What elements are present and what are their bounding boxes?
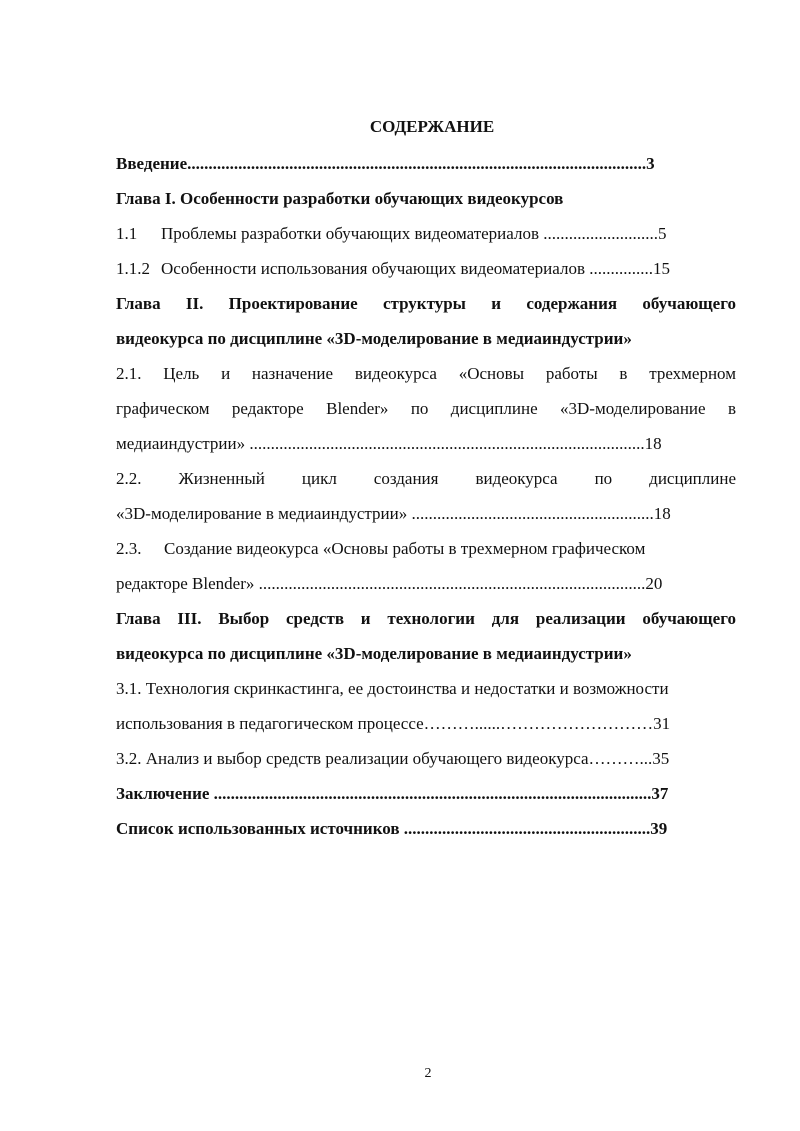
toc-entry-2-3-line-1 <box>116 531 736 566</box>
toc-title: СОДЕРЖАНИЕ <box>369 117 495 136</box>
page-number: 2 <box>424 1066 432 1081</box>
toc-entry-references: Список использованных источников ..........................................................39 <box>116 819 668 838</box>
toc-entry-2-1-line-3: медиаиндустрии» .............................................................................................18 <box>116 434 662 453</box>
toc-entry-2-3-line-2: редакторе Blender» ...........................................................................................20 <box>116 574 663 593</box>
toc-entry-chapter-1: Глава I. Особенности разработки обучающих видеокурсов <box>116 189 564 208</box>
toc-entry-chapter-2-line-1: Глава II. Проектирование структуры и содержания обучающего <box>116 294 736 313</box>
toc-entry-text: Создание видеокурса «Основы работы в трехмерном графическом <box>164 539 646 558</box>
toc-entry-2-2-line-2: «3D-моделирование в медиаиндустрии» .........................................................18 <box>116 504 671 523</box>
toc-entry-chapter-2-line-2: видеокурса по дисциплине «3D-моделирование в медиаиндустрии» <box>116 329 632 348</box>
toc-entry-1-1-2 <box>116 251 736 286</box>
toc-entry-1-1 <box>116 216 736 251</box>
toc-entry-conclusion: Заключение .......................................................................................................37 <box>116 784 669 803</box>
toc-entry-chapter-3-line-1: Глава III. Выбор средств и технологии для реализации обучающего <box>116 609 736 628</box>
toc-entry-3-1-line-1: 3.1. Технология скринкастинга, ее достоинства и недостатки и возможности <box>116 679 669 698</box>
toc-entry-chapter-3-line-2: видеокурса по дисциплине «3D-моделирование в медиаиндустрии» <box>116 644 632 663</box>
toc-entry-2-1-line-2: графическом редакторе Blender» по дисциплине «3D-моделирование в <box>116 399 736 418</box>
toc-entry-3-2: 3.2. Анализ и выбор средств реализации обучающего видеокурса………...35 <box>116 749 670 768</box>
toc-entry-number: 2.3. <box>116 539 142 558</box>
toc-entry-introduction: Введение............................................................................................................3 <box>116 154 655 173</box>
toc-entry-text: Проблемы разработки обучающих видеоматериалов ...........................5 <box>161 224 667 243</box>
table-of-contents <box>116 108 736 846</box>
toc-entry-2-1-line-1: 2.1. Цель и назначение видеокурса «Основы работы в трехмерном <box>116 364 736 383</box>
toc-entry-2-2-line-1: 2.2. Жизненный цикл создания видеокурса по дисциплине <box>116 469 736 488</box>
toc-entry-3-1-line-2: использования в педагогическом процессе………......………………………31 <box>116 714 671 733</box>
toc-entry-number: 1.1.2 <box>116 259 150 278</box>
toc-entry-number: 1.1 <box>116 224 138 243</box>
toc-entry-text: Особенности использования обучающих видеоматериалов ...............15 <box>161 259 670 278</box>
